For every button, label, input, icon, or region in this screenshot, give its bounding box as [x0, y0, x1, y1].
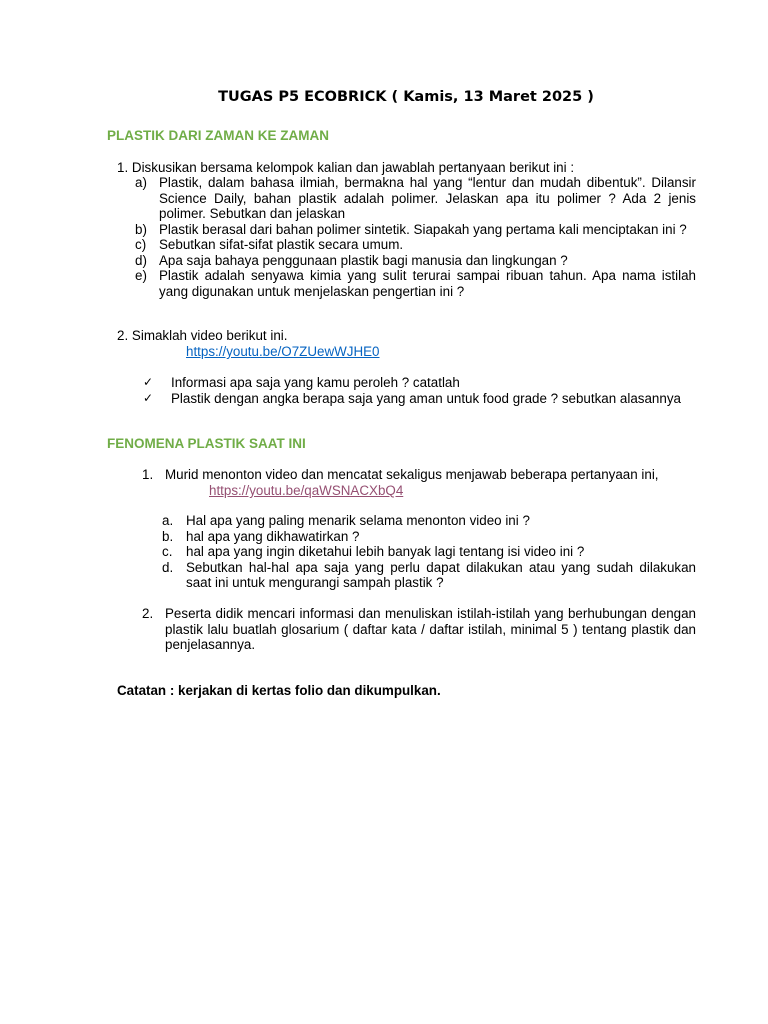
list-item-label: d.	[162, 559, 174, 575]
list-item-label: d)	[135, 252, 147, 268]
list-item	[162, 513, 696, 529]
list-item	[162, 529, 696, 545]
list-item-label: c.	[162, 544, 173, 559]
checklist	[143, 375, 696, 406]
section-heading-fenomena: FENOMENA PLASTIK SAAT INI	[107, 436, 306, 451]
list-item-text: Hal apa yang paling menarik selama menonton video ini ?	[186, 513, 530, 528]
video-link[interactable]: https://youtu.be/qaWSNACXbQ4	[209, 483, 404, 498]
list-item-label: a.	[162, 513, 174, 528]
question-2	[142, 606, 696, 653]
question-text: Simaklah video berikut ini.	[131, 328, 288, 343]
list-item-text: Apa saja bahaya penggunaan plastik bagi manusia dan lingkungan ?	[159, 252, 568, 268]
question-number: 1.	[142, 467, 154, 482]
section-heading-plastik: PLASTIK DARI ZAMAN KE ZAMAN	[107, 128, 329, 143]
list-item	[162, 560, 696, 591]
page-title: TUGAS P5 ECOBRICK ( Kamis, 13 Maret 2025 )	[218, 89, 594, 105]
list-item	[135, 253, 696, 269]
list-item-label: b)	[135, 221, 147, 237]
question-1	[142, 467, 702, 483]
list-item	[135, 175, 696, 222]
question-text: Peserta didik mencari informasi dan menuliskan istilah-istilah yang berhubungan dengan plastik lalu buatlah glosarium ( daftar kata / daftar istilah, minimal 5 ) tentang plastik dan penjelasannya.	[165, 606, 696, 652]
check-item	[143, 375, 696, 391]
question-1	[117, 160, 697, 176]
list-item-label: b.	[162, 528, 174, 544]
question-1-subitems	[135, 175, 696, 299]
question-number: 2.	[117, 328, 129, 343]
list-item-text: hal apa yang dikhawatirkan ?	[186, 528, 360, 544]
check-item-text: Plastik dengan angka berapa saja yang aman untuk food grade ? sebutkan alasannya	[171, 390, 681, 406]
question-number: 2.	[142, 606, 154, 621]
checkmark-icon: ✓	[143, 390, 154, 405]
check-item-text: Informasi apa saja yang kamu peroleh ? catatlah	[171, 375, 460, 390]
list-item-text: Plastik berasal dari bahan polimer sintetik. Siapakah yang pertama kali menciptakan ini ?	[159, 221, 687, 237]
list-item-text: Plastik, dalam bahasa ilmiah, bermakna hal yang “lentur dan mudah dibentuk”. Dilansir Science Daily, bahan plastik adalah polimer. Jelaskan apa itu polimer ? Ada 2 jenis polimer. Sebutkan dan jelaskan	[159, 175, 696, 221]
list-item	[135, 222, 696, 238]
list-item-text: Sebutkan sifat-sifat plastik secara umum.	[159, 237, 404, 252]
checkmark-icon: ✓	[143, 375, 154, 389]
question-1-subitems	[162, 513, 696, 591]
list-item-text: Sebutkan hal-hal apa saja yang perlu dapat dilakukan atau yang sudah dilakukan saat ini untuk mengurangi sampah plastik ?	[186, 559, 696, 590]
question-text: Diskusikan bersama kelompok kalian dan jawablah pertanyaan berikut ini :	[131, 160, 575, 175]
question-text: Murid menonton video dan mencatat sekaligus menjawab beberapa pertanyaan ini,	[165, 467, 659, 482]
question-2	[117, 328, 697, 344]
video-link[interactable]: https://youtu.be/O7ZUewWJHE0	[186, 344, 380, 359]
list-item-label: e)	[135, 268, 147, 283]
note: Catatan : kerjakan di kertas folio dan dikumpulkan.	[117, 683, 441, 698]
list-item	[162, 544, 696, 560]
check-item	[143, 391, 696, 407]
list-item	[135, 237, 696, 253]
question-number: 1.	[117, 160, 129, 175]
list-item-text: hal apa yang ingin diketahui lebih banyak lagi tentang isi video ini ?	[186, 544, 585, 559]
list-item-label: a)	[135, 175, 147, 190]
list-item	[135, 268, 696, 299]
list-item-text: Plastik adalah senyawa kimia yang sulit terurai sampai ribuan tahun. Apa nama istilah yang digunakan untuk menjelaskan pengertian ini ?	[159, 268, 696, 299]
list-item-label: c)	[135, 237, 147, 252]
